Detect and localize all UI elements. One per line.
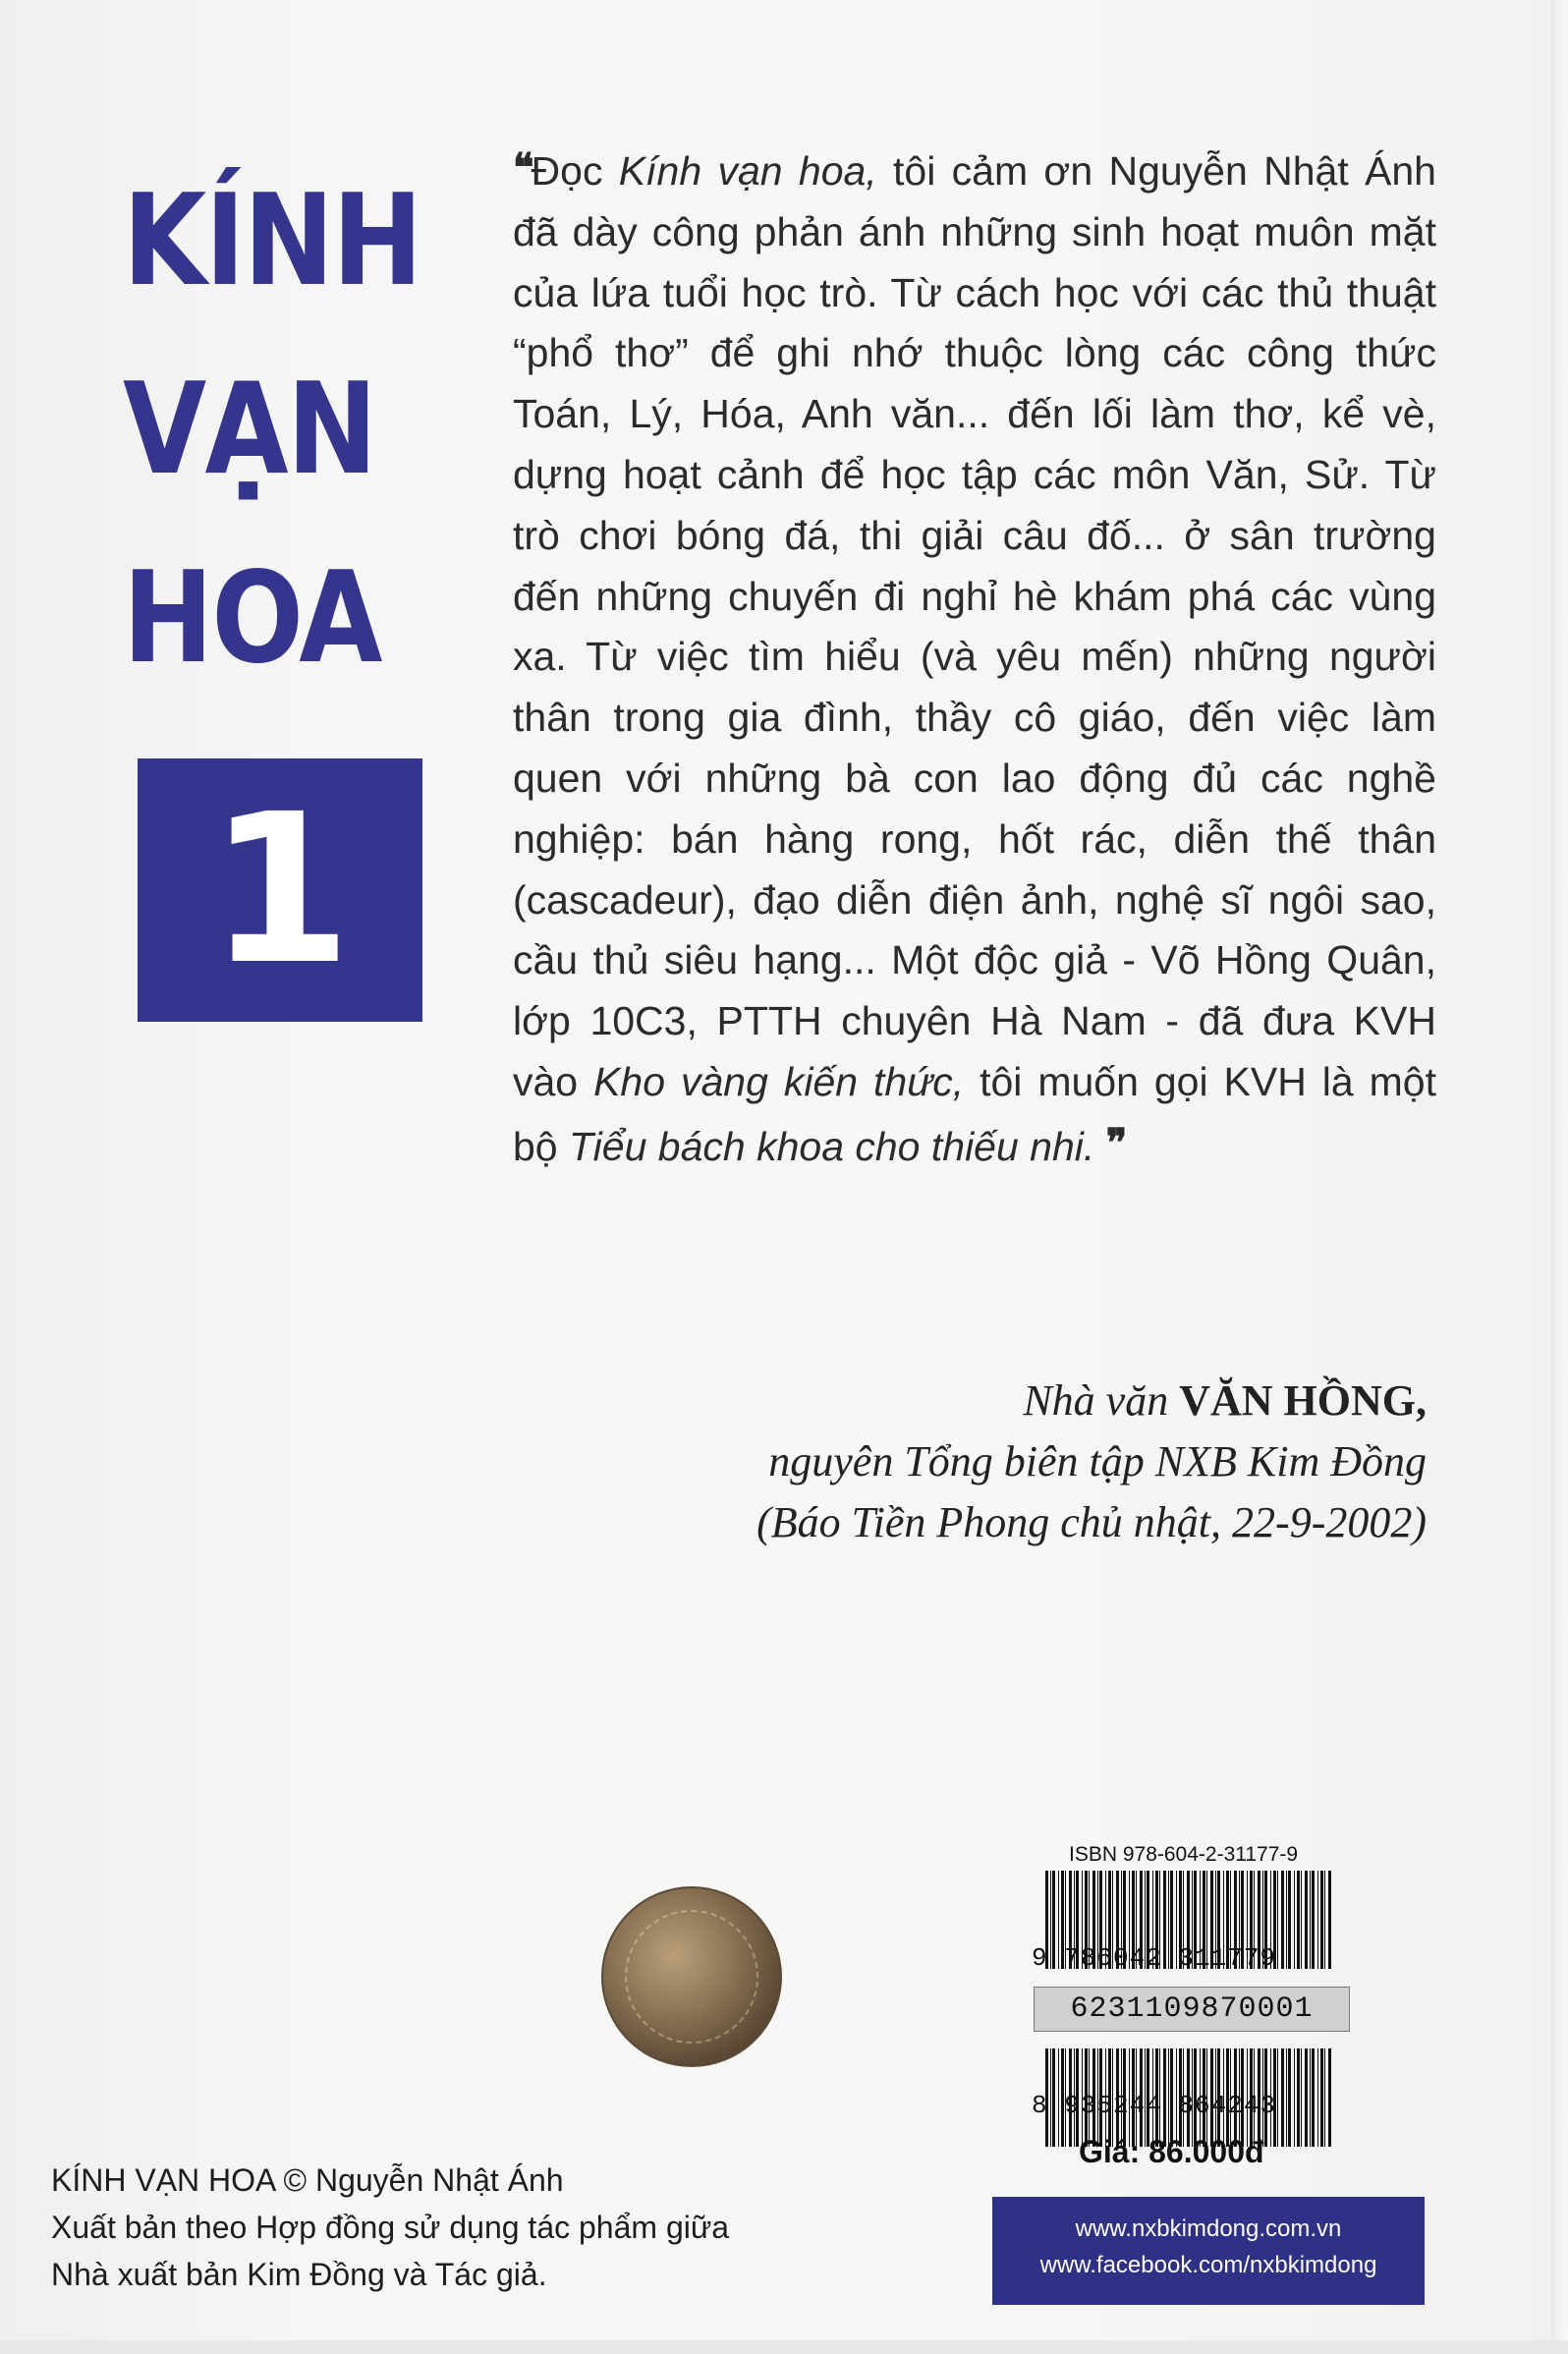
publisher-facebook[interactable]: www.facebook.com/nxbkimdong [1039,2252,1377,2278]
page-edge-bottom [0,2340,1568,2354]
publisher-website[interactable]: www.nxbkimdong.com.vn [1075,2215,1342,2242]
copyright-notice [51,2157,798,2298]
page-edge-right [1550,0,1568,2354]
quote-text-3: tôi muốn gọi KVH là một bộ [513,1058,1437,1169]
hologram-seal-icon [601,1886,782,2067]
quote-open-mark: ❝ [513,144,532,191]
title-line-3: HOA [123,545,381,692]
quote-kho-vang: Kho vàng kiến thức, [593,1058,965,1104]
price-label: Giá: 86.000đ [1079,2134,1264,2169]
title-line-1: KÍNH [123,168,421,314]
isbn-digits: 9 786042 311779 [1032,1943,1277,1973]
attribution-source: (Báo Tiền Phong chủ nhật, 22-9-2002) [756,1498,1427,1546]
volume-badge [138,758,422,1022]
attribution-prefix: Nhà văn [1023,1376,1180,1425]
publisher-links-box [992,2197,1425,2305]
quote-text-1: Đọc [531,148,619,194]
quote-text-2: tôi cảm ơn Nguyễn Nhật Ánh đã dày công phản ánh những sinh hoạt muôn mặt của lứa tuổi học trò. Từ cách học với các thủ thuật “phổ thơ” để ghi nhớ thuộc lòng các công thức Toán, Lý, Hóa, Anh văn... đến lối làm thơ, kể vè, dựng hoạt cảnh để học tập các môn Văn, Sử. Từ trò chơi bóng đá, thi giải câu đố... ở sân trường đến những chuyến đi nghỉ hè khám phá các vùng xa. Từ việc tìm hiểu (và yêu mến) những người thân trong gia đình, thầy cô giáo, đến việc làm quen với những bà con lao động đủ các nghề nghiệp: bán hàng rong, hốt rác, diễn thế thân (cascadeur), đạo diễn điện ảnh, nghệ sĩ ngôi sao, cầu thủ siêu hạng... Một độc giả - Võ Hồng Quân, lớp 10C3, PTTH chuyên Hà Nam - đã đưa KVH vào [513,148,1436,1104]
attribution-role: nguyên Tổng biên tập NXB Kim Đồng [768,1437,1427,1485]
title-line-2: VẠN [123,357,376,503]
copyright-line-3: Nhà xuất bản Kim Đồng và Tác giả. [51,2257,547,2292]
attribution-author [550,1371,1427,1431]
copyright-line-1: KÍNH VẠN HOA © Nguyễn Nhật Ánh [51,2162,564,2198]
copyright-line-2: Xuất bản theo Hợp đồng sử dụng tác phẩm giữa [51,2210,730,2245]
quote-close-mark: ❞ [1105,1119,1125,1166]
volume-number: 1 [207,769,353,1010]
internal-code: 6231109870001 [1034,1987,1350,2032]
ean-digits: 8 935244 864243 [1032,2091,1277,2120]
quote-tieu-bach-khoa: Tiểu bách khoa cho thiếu nhi. [569,1123,1095,1169]
isbn-label: ISBN 978-604-2-31177-9 [1069,1843,1299,1866]
quote-attribution [550,1371,1427,1553]
quote-paragraph [513,138,1436,1178]
attribution-name: VĂN HỒNG, [1179,1376,1427,1425]
quote-book-title: Kính vạn hoa, [618,148,877,194]
review-quote [513,138,1436,1178]
book-title [123,147,421,713]
